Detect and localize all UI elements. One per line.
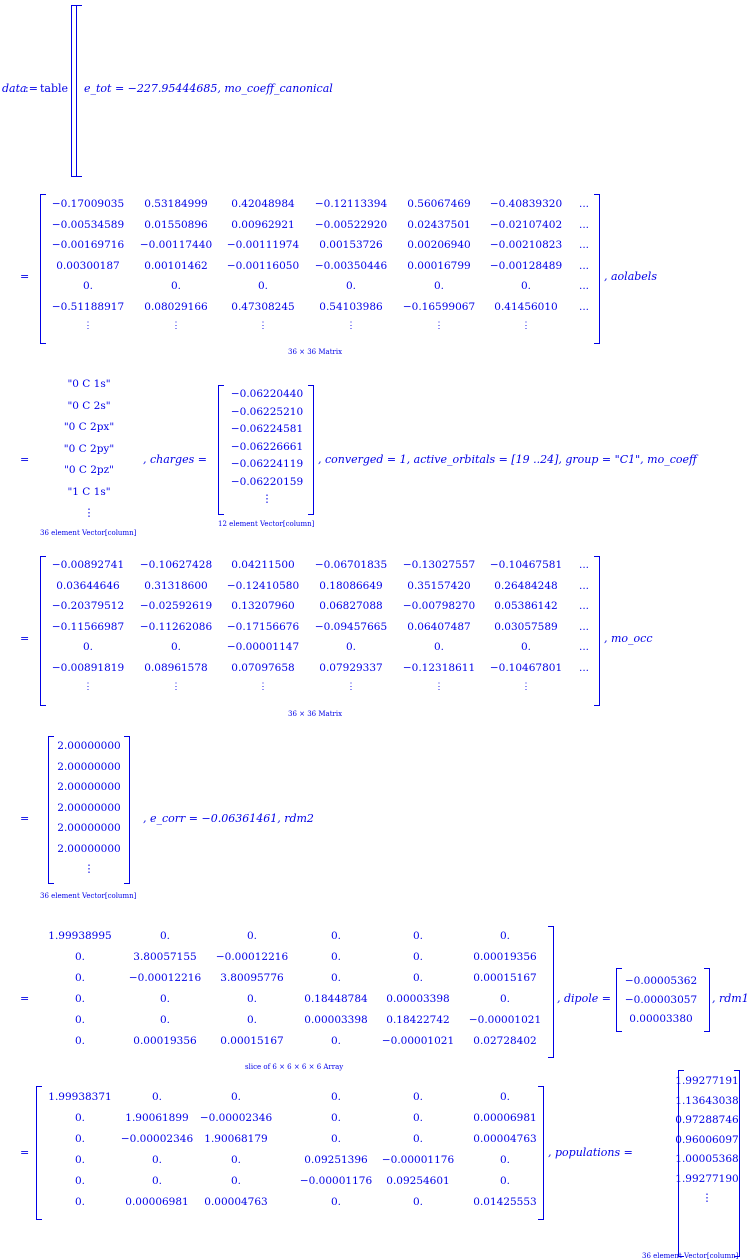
matrix-cell: 0. [74, 1035, 86, 1047]
matrix-cell: −0.00116050 [226, 259, 300, 272]
vector-entry: ⋮ [261, 493, 273, 505]
matrix-cell: 0. [151, 1154, 163, 1166]
dipole-label: , dipole = [557, 992, 611, 1005]
matrix-cell: 0. [330, 1035, 342, 1047]
matrix-cell: 0.00019356 [473, 951, 537, 963]
matrix-cell: 3.80095776 [220, 972, 284, 984]
equals-sign: = [20, 992, 30, 1005]
vector-entry: "0 C 2s" [67, 399, 111, 412]
vector-entry: 0.00003380 [629, 1013, 693, 1025]
matrix-cell: 0.00006981 [125, 1196, 189, 1208]
matrix-cell: −0.12410580 [226, 579, 300, 592]
matrix-cell: ⋮ [258, 321, 268, 331]
matrix-cell: ... [578, 300, 589, 313]
matrix-cell: ⋮ [83, 682, 93, 692]
matrix-cell: 0.00019356 [133, 1035, 197, 1047]
matrix-cell: 0. [230, 1154, 242, 1166]
matrix2-caption: 36 × 36 Matrix [288, 710, 343, 718]
charges-caption: 12 element Vector[column] [218, 520, 315, 528]
equals-sign: = [20, 270, 30, 283]
matrix-cell: 0.56067469 [407, 198, 471, 210]
rdm1-bracket-right [538, 1086, 544, 1220]
matrix-cell: 0.00153726 [319, 239, 383, 251]
matrix-cell: ... [578, 259, 589, 272]
matrix-cell: −0.20379512 [51, 600, 125, 612]
matrix-cell: 0.41456010 [494, 300, 558, 313]
matrix-cell: ⋮ [434, 682, 444, 692]
charges-label: , charges = [143, 453, 207, 466]
matrix-cell: ... [578, 280, 589, 292]
matrix1-bracket-right [594, 194, 600, 344]
matrix-cell: 0.08029166 [144, 300, 208, 313]
matrix-cell: 0. [74, 1014, 86, 1026]
matrix-cell: −0.00111974 [226, 239, 300, 251]
vector-entry: −0.06220159 [230, 475, 304, 488]
matrix-cell: 0. [74, 1133, 86, 1145]
matrix-cell: 0.00300187 [56, 259, 120, 272]
matrix-cell: 0. [74, 972, 86, 984]
matrix-cell: 0.13207960 [231, 600, 295, 612]
vector-entry: 2.00000000 [57, 822, 121, 834]
matrix-cell: 1.90061899 [125, 1112, 189, 1124]
matrix-cell: ... [578, 198, 589, 210]
vector-entry: −0.06224581 [230, 423, 304, 435]
matrix-cell: ⋮ [346, 682, 356, 692]
vector-entry: "0 C 1s" [67, 378, 111, 390]
matrix-cell: −0.00002346 [199, 1112, 273, 1124]
matrix-cell: 0. [433, 280, 445, 292]
matrix-cell: 0. [520, 641, 532, 653]
matrix-cell: −0.00891819 [51, 661, 125, 674]
vector-entry: "0 C 2pz" [64, 464, 114, 476]
matrix-cell: 1.99938371 [48, 1091, 112, 1103]
vector-entry: 0.96006097 [675, 1133, 739, 1146]
matrix-cell: −0.00001021 [468, 1014, 542, 1026]
matrix-cell: 0.07097658 [231, 661, 295, 674]
matrix-cell: −0.00001176 [381, 1154, 455, 1166]
matrix-cell: 0.00003398 [386, 993, 450, 1005]
matrix-cell: 0.00015167 [473, 972, 537, 984]
matrix-cell: 0. [520, 280, 532, 292]
matrix-cell: −0.00169716 [51, 239, 125, 251]
vector-entry: 2.00000000 [57, 801, 121, 814]
matrix-cell: −0.00534589 [51, 218, 125, 231]
matrix-cell: ⋮ [258, 682, 268, 692]
matrix-cell: 0. [246, 930, 258, 942]
matrix-cell: −0.00350446 [314, 259, 388, 272]
table-function: table [40, 82, 69, 95]
matrix-cell: ⋮ [434, 321, 444, 331]
occ-suffix: , e_corr = −0.06361461, rdm2 [143, 812, 314, 825]
matrix-cell: 0. [74, 1154, 86, 1166]
matrix-cell: 0.18086649 [319, 579, 383, 592]
matrix-cell: ... [578, 579, 589, 592]
matrix-cell: 0. [330, 1112, 342, 1124]
matrix-cell: −0.13027557 [402, 559, 476, 571]
vector-entry: −0.00003057 [624, 994, 698, 1006]
matrix-cell: −0.02592619 [139, 600, 213, 612]
matrix-cell: 0.03644646 [56, 579, 120, 592]
matrix-cell: 0. [499, 930, 511, 942]
matrix-cell: 0.18448784 [304, 993, 368, 1005]
matrix-cell: 0. [82, 641, 94, 653]
matrix-cell: ... [578, 600, 589, 612]
matrix2-suffix: , mo_occ [604, 632, 653, 645]
lhs-variable: data [2, 82, 27, 95]
vector-entry: −0.06226661 [230, 440, 304, 453]
occ-caption: 36 element Vector[column] [40, 892, 137, 900]
matrix-cell: ⋮ [171, 321, 181, 331]
matrix-cell: 0. [82, 280, 94, 292]
matrix-cell: −0.09457665 [314, 620, 388, 633]
matrix-cell: 0. [230, 1091, 242, 1103]
matrix-cell: ⋮ [83, 321, 93, 331]
matrix-cell: 0.07929337 [319, 661, 383, 674]
e-tot-entry: e_tot = −227.95444685, mo_coeff_canonical [84, 82, 333, 95]
matrix-cell: 0.54103986 [319, 300, 383, 313]
matrix-cell: 0. [74, 1112, 86, 1124]
matrix-cell: 0. [412, 1196, 424, 1208]
matrix-cell: 0. [151, 1091, 163, 1103]
vector-entry: "0 C 2px" [63, 421, 115, 433]
populations-label: , populations = [548, 1146, 633, 1159]
matrix-cell: −0.00798270 [402, 600, 476, 612]
matrix-cell: 0.09254601 [386, 1175, 450, 1187]
matrix-cell: −0.00002346 [120, 1133, 194, 1145]
matrix-cell: 0. [330, 972, 342, 984]
vector-entry: −0.06220440 [230, 388, 304, 400]
matrix-cell: 0. [412, 1091, 424, 1103]
vector-entry: 2.00000000 [57, 781, 121, 793]
matrix-cell: 0. [330, 951, 342, 963]
matrix-cell: 0. [499, 993, 511, 1005]
matrix-cell: −0.12113394 [314, 198, 388, 210]
matrix-cell: 0. [412, 972, 424, 984]
vector-entry: ⋮ [701, 1192, 713, 1204]
matrix-cell: 0.01550896 [144, 218, 208, 231]
dipole-bracket-right [704, 968, 710, 1032]
matrix-cell: 0.08961578 [144, 661, 208, 674]
matrix-cell: 0.03057589 [494, 620, 558, 633]
matrix-cell: 0. [246, 1014, 258, 1026]
bracket-open-outer [76, 5, 82, 177]
matrix-cell: 0.02437501 [407, 218, 471, 231]
rdm2-caption: slice of 6 × 6 × 6 × 6 Array [245, 1063, 344, 1071]
vector-entry: 1.99277190 [675, 1172, 739, 1185]
matrix-cell: ⋮ [521, 682, 531, 692]
equals-sign: = [20, 812, 30, 825]
matrix-cell: −0.12318611 [402, 661, 476, 674]
matrix-cell: 0. [499, 1154, 511, 1166]
vector-entry: −0.06225210 [230, 405, 304, 418]
matrix-cell: −0.51188917 [51, 300, 125, 313]
matrix-cell: 0. [412, 1112, 424, 1124]
matrix1-caption: 36 × 36 Matrix [288, 348, 343, 356]
vector-entry: 2.00000000 [57, 760, 121, 773]
matrix-cell: 0.00962921 [231, 218, 295, 231]
equals-sign: = [20, 632, 30, 645]
charges-bracket-right [308, 385, 314, 515]
matrix-cell: 0.09251396 [304, 1154, 368, 1166]
matrix-cell: −0.00210823 [489, 239, 563, 251]
matrix-cell: −0.11566987 [51, 620, 125, 633]
pop-caption: 36 element Vector[column] [642, 1252, 739, 1260]
vector-entry: 2.00000000 [57, 842, 121, 855]
matrix-cell: −0.00892741 [51, 559, 125, 571]
matrix-cell: 0. [74, 993, 86, 1005]
matrix-cell: ... [578, 239, 589, 251]
matrix-cell: −0.16599067 [402, 300, 476, 313]
vector-entry: −0.00005362 [624, 975, 698, 987]
matrix-cell: 0. [330, 1133, 342, 1145]
matrix-cell: 0. [230, 1175, 242, 1187]
matrix-cell: −0.10467581 [489, 559, 563, 571]
vector-entry: ⋮ [83, 507, 95, 519]
matrix-cell: 0. [330, 930, 342, 942]
matrix-cell: 0.05386142 [494, 600, 558, 612]
matrix-cell: 0.53184999 [144, 198, 208, 210]
matrix-cell: 0. [74, 1175, 86, 1187]
vector-entry: "1 C 1s" [67, 485, 111, 498]
matrix-cell: 0.00006981 [473, 1112, 537, 1124]
matrix-cell: −0.06701835 [314, 559, 388, 571]
vector-entry: 0.97288746 [675, 1114, 739, 1126]
matrix2-bracket-right [594, 556, 600, 706]
matrix-cell: 0.06827088 [319, 600, 383, 612]
matrix-cell: 0. [246, 993, 258, 1005]
matrix-cell: −0.00012216 [128, 972, 202, 984]
matrix-cell: 0. [170, 280, 182, 292]
vector-entry: "0 C 2py" [63, 442, 115, 455]
matrix-cell: 0. [74, 951, 86, 963]
matrix-cell: 0.02728402 [473, 1035, 537, 1047]
matrix-cell: ... [578, 641, 589, 653]
matrix-cell: 0.06407487 [407, 620, 471, 633]
matrix-cell: −0.00001021 [381, 1035, 455, 1047]
vector-entry: 1.00005368 [675, 1153, 739, 1165]
matrix-cell: 0. [345, 641, 357, 653]
matrix-cell: −0.00012216 [215, 951, 289, 963]
matrix-cell: 0.01425553 [473, 1196, 537, 1208]
matrix-cell: 3.80057155 [133, 951, 197, 963]
matrix-cell: 0.00101462 [144, 259, 208, 272]
matrix-cell: −0.00001176 [299, 1175, 373, 1187]
matrix-cell: 0. [74, 1196, 86, 1208]
pop-bracket-right [734, 1070, 740, 1257]
matrix-cell: 0. [412, 951, 424, 963]
matrix-cell: 0. [345, 280, 357, 292]
matrix-cell: 0. [499, 1175, 511, 1187]
matrix-cell: 0. [159, 1014, 171, 1026]
occ-bracket-right [124, 736, 130, 884]
matrix-cell: −0.17156676 [226, 620, 300, 633]
rdm2-suffix: , rdm1 [712, 992, 749, 1005]
matrix-cell: ... [578, 559, 589, 571]
vector-entry: −0.06224119 [230, 458, 304, 470]
matrix-cell: 0.00015167 [220, 1035, 284, 1047]
matrix-cell: 0. [412, 930, 424, 942]
matrix-cell: 0.00003398 [304, 1014, 368, 1026]
matrix-cell: −0.11262086 [139, 620, 213, 633]
matrix-cell: 0.00016799 [407, 259, 471, 272]
matrix-cell: 0.31318600 [144, 579, 208, 592]
vector-entry: 1.99277191 [675, 1075, 739, 1087]
matrix-cell: −0.02107402 [489, 218, 563, 231]
matrix-cell: 0. [257, 280, 269, 292]
assign-operator: := [25, 82, 38, 95]
matrix-cell: 0.00004763 [473, 1133, 537, 1145]
matrix-cell: −0.00117440 [139, 239, 213, 251]
matrix-cell: −0.17009035 [51, 198, 125, 210]
matrix-cell: ... [578, 620, 589, 633]
matrix-cell: −0.00128489 [489, 259, 563, 272]
matrix-cell: 0. [499, 1091, 511, 1103]
matrix-cell: 0. [433, 641, 445, 653]
matrix-cell: ⋮ [171, 682, 181, 692]
matrix-cell: 0.35157420 [407, 579, 471, 592]
matrix-cell: 0. [412, 1133, 424, 1145]
matrix-cell: 0.18422742 [386, 1014, 450, 1026]
matrix-cell: −0.00522920 [314, 218, 388, 231]
equals-sign: = [20, 1146, 30, 1159]
vector-entry: ⋮ [83, 863, 95, 875]
matrix-cell: 0.00206940 [407, 239, 471, 251]
matrix-cell: 0. [151, 1175, 163, 1187]
vector-entry: 1.13643038 [675, 1094, 739, 1107]
labels-caption: 36 element Vector[column] [40, 529, 137, 537]
matrix1-suffix: , aolabels [604, 270, 657, 283]
matrix-cell: ... [578, 218, 589, 231]
equals-sign: = [20, 453, 30, 466]
matrix-cell: −0.10627428 [139, 559, 213, 571]
vector-entry: 2.00000000 [57, 740, 121, 752]
matrix-cell: 0. [159, 930, 171, 942]
matrix-cell: 0. [330, 1196, 342, 1208]
matrix-cell: 0. [159, 993, 171, 1005]
matrix-cell: 0.00004763 [204, 1196, 268, 1208]
matrix-cell: ⋮ [521, 321, 531, 331]
matrix-cell: −0.40839320 [489, 198, 563, 210]
matrix-cell: 0.47308245 [231, 300, 295, 313]
matrix-cell: 0.04211500 [231, 559, 295, 571]
matrix-cell: 1.90068179 [204, 1133, 268, 1145]
matrix-cell: −0.10467801 [489, 661, 563, 674]
line3-suffix: , converged = 1, active_orbitals = [19 ..24], group = "C1", mo_coeff [318, 453, 697, 466]
matrix-cell: 0. [330, 1091, 342, 1103]
matrix-cell: 0. [170, 641, 182, 653]
matrix-cell: 1.99938995 [48, 930, 112, 942]
matrix-cell: −0.00001147 [226, 641, 300, 653]
rdm2-bracket-right [548, 926, 554, 1058]
matrix-cell: 0.42048984 [231, 198, 295, 210]
matrix-cell: ⋮ [346, 321, 356, 331]
matrix-cell: 0.26484248 [494, 579, 558, 592]
matrix-cell: ... [578, 661, 589, 674]
